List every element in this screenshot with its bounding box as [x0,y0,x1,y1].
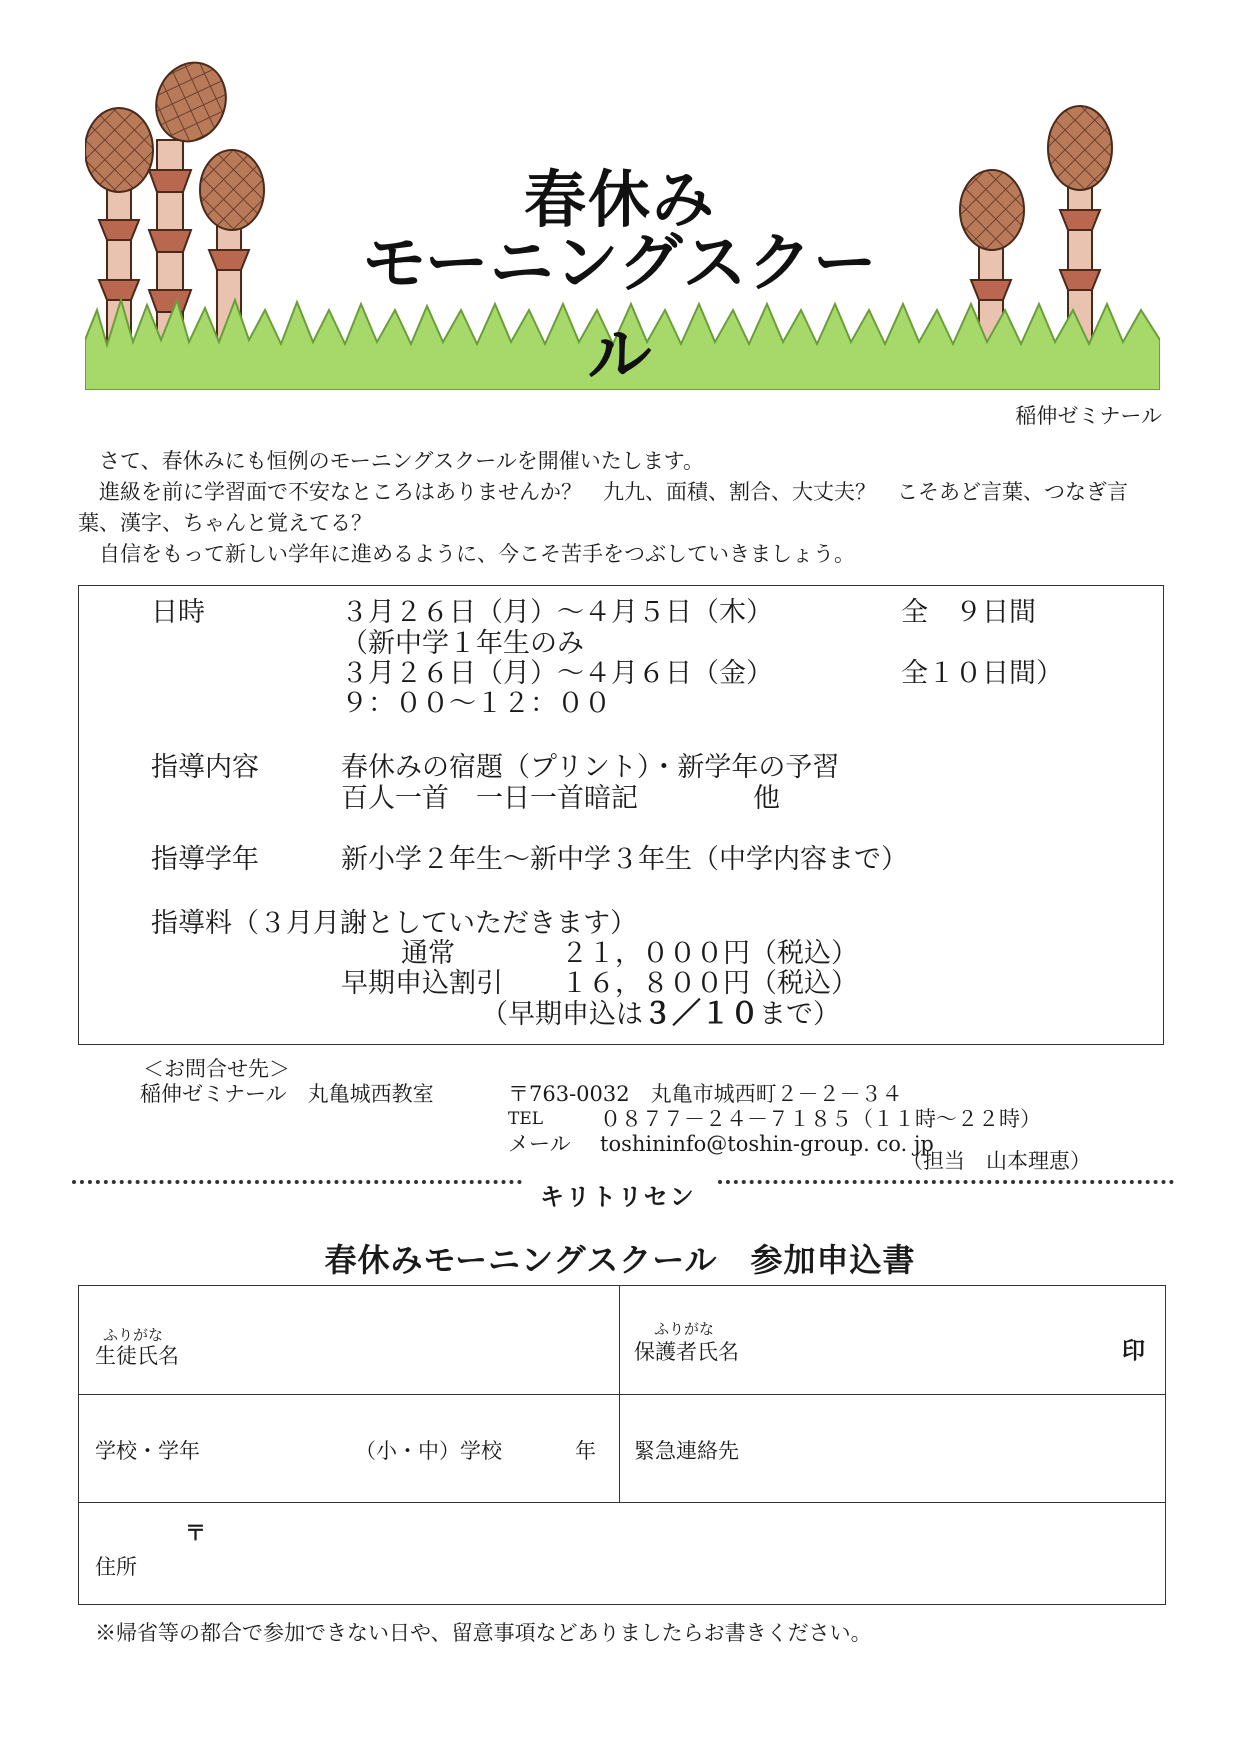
content-label: 指導内容 [151,752,259,783]
grade-label: 指導学年 [151,844,259,875]
time-value: ９：００～１２：００ [341,688,611,719]
contact-staff: （担当 山本理恵） [902,1149,1091,1173]
address-field[interactable] [79,1503,1165,1605]
intro-paragraph-3: 自信をもって新しい学年に進めるように、今こそ苦手をつぶしていきましょう。 [78,542,855,566]
cut-line-left [72,1180,522,1188]
fee-normal-value: ２１，０００円（税込） [561,938,858,969]
school-type-label: （小・中）学校 [355,1439,502,1463]
student-furigana: ふりがな [103,1326,164,1344]
tel-label: TEL [508,1109,544,1129]
contact-address: 〒763-0032 丸亀市城西町２－２－３４ [508,1082,903,1106]
guardian-furigana: ふりがな [654,1320,715,1338]
content-line2: 百人一首 一日一首暗記 [341,783,638,814]
fee-early-value: １６，８００円（税込） [561,968,858,999]
year-label: 年 [575,1439,596,1463]
application-form [78,1285,1166,1605]
content-other: 他 [753,783,780,814]
content-line1: 春休みの宿題（プリント）・新学年の予習 [341,752,840,783]
grade-value: 新小学２年生～新中学３年生（中学内容まで） [341,844,908,875]
date-line1: ３月２６日（月）～４月５日（木） [341,597,773,628]
contact-school: 稲伸ゼミナール 丸亀城西教室 [140,1082,434,1106]
tel-value: ０８７７－２４－７１８５（１１時～２２時） [600,1107,1041,1131]
fee-label: 指導料（３月月謝としていただきます） [151,908,637,939]
cut-line-right [718,1180,1174,1188]
details-box [78,585,1164,1045]
guardian-name-label: 保護者氏名 [634,1340,739,1364]
title-line1: 春休み [523,163,716,236]
guardian-name-field[interactable] [620,1286,1165,1394]
school-grade-label: 学校・学年 [95,1439,200,1463]
emergency-contact-field[interactable] [620,1395,1165,1502]
school-grade-field[interactable] [79,1395,619,1502]
fee-normal-label: 通常 [401,938,455,969]
student-name-label: 生徒氏名 [95,1344,179,1368]
date-total1: 全 ９日間 [901,597,1036,628]
mail-value: toshininfo@toshin-group. co. jp [600,1132,934,1156]
early-note [481,998,840,1030]
cut-line-label: キリトリセン [540,1183,696,1211]
intro-paragraph-2: 進級を前に学習面で不安なところはありませんか？ 九九、面積、割合、大丈夫？ こそあど言葉、つなぎ言葉、漢字、ちゃんと覚えてる？ [78,480,1128,535]
early-note-pre: （早期申込は [481,999,643,1030]
form-note: ※帰省等の都合で参加できない日や、留意事項などありましたらお書きください。 [95,1621,872,1645]
postal-mark: 〒 [185,1520,206,1545]
mail-label: メール [508,1132,571,1156]
title-line2: モーニングスクール [362,227,878,393]
form-title: 春休みモーニングスクール 参加申込書 [324,1241,916,1279]
early-note-date: ３／１０ [643,996,760,1030]
intro-text [78,446,1166,570]
seal-mark: 印 [1122,1337,1145,1364]
intro-paragraph-1: さて、春休みにも恒例のモーニングスクールを開催いたします。 [78,449,705,473]
address-label: 住所 [95,1555,137,1579]
fee-early-label: 早期申込割引 [341,968,503,999]
early-note-post: まで） [759,999,841,1030]
date-total3: 全１０日間） [901,658,1063,689]
date-label: 日時 [151,597,205,628]
date-line2: （新中学１年生のみ [341,628,584,659]
organization-name: 稲伸ゼミナール [1015,404,1162,428]
student-name-field[interactable] [79,1286,619,1394]
emergency-contact-label: 緊急連絡先 [634,1439,739,1463]
date-line3: ３月２６日（月）～４月６日（金） [341,658,773,689]
contact-heading: ＜お問合せ先＞ [143,1057,290,1081]
